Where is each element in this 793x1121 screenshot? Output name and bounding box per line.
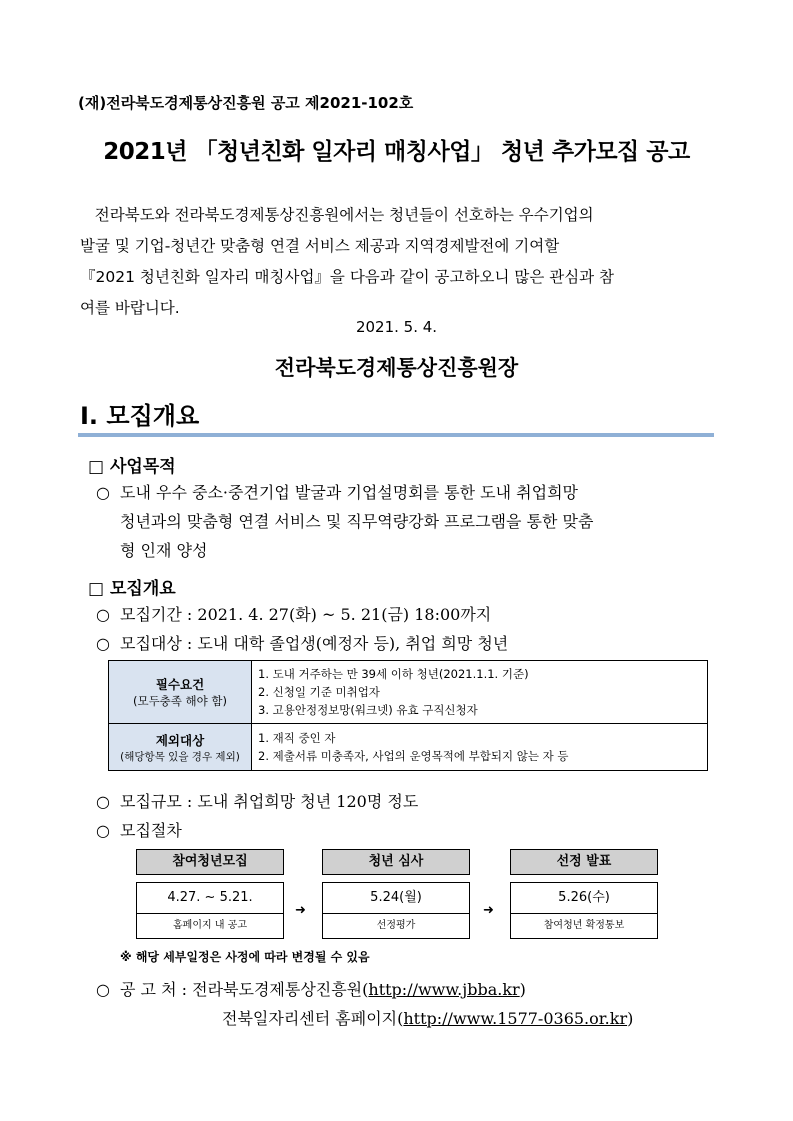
contact-close-2: ) [627, 1009, 634, 1028]
arrow-right-icon: ➜ [483, 903, 494, 918]
excluded-label: 제외대상 [155, 732, 205, 748]
purpose-text-1: 도내 우수 중소·중견기업 발굴과 기업설명회를 통한 도내 취업희망 [120, 483, 579, 502]
notice-number: (재)전라북도경제통상진흥원 공고 제2021-102호 [78, 94, 414, 112]
excluded-row [109, 724, 708, 771]
circle-bullet-icon: ○ [96, 605, 110, 624]
overview-process-line [96, 816, 736, 845]
requirements-table [108, 660, 708, 771]
notice-date: 2021. 5. 4. [355, 318, 438, 336]
recruit-process-label: 모집절차 [120, 821, 182, 840]
step-date: 4.27. ~ 5.21. [137, 883, 283, 914]
purpose-body [96, 478, 736, 565]
step-head-review: 청년 심사 [322, 849, 470, 875]
section-number: Ⅰ. [80, 402, 99, 430]
required-item: 1. 도내 거주하는 만 39세 이하 청년(2021.1.1. 기준) [258, 667, 529, 681]
section-heading [80, 396, 199, 431]
required-label: 필수요건 [155, 677, 205, 692]
required-item: 2. 신청일 기준 미취업자 [258, 685, 380, 699]
step-box-review [322, 882, 470, 939]
step-head-announce: 선정 발표 [510, 849, 658, 875]
excluded-items-cell [252, 724, 708, 771]
circle-bullet-icon: ○ [96, 483, 110, 502]
overview-heading: □ 모집개요 [88, 579, 176, 599]
step-head-recruit: 참여청년모집 [136, 849, 284, 875]
recruit-period: 모집기간 : 2021. 4. 27(화) ~ 5. 21(금) 18:00까지 [120, 605, 492, 624]
recruit-target: 모집대상 : 도내 대학 졸업생(예정자 등), 취업 희망 청년 [120, 634, 509, 653]
schedule-note: ※ 해당 세부일정은 사정에 따라 변경될 수 있음 [120, 950, 370, 964]
excluded-item: 2. 제출서류 미충족자, 사업의 운영목적에 부합되지 않는 자 등 [258, 749, 569, 763]
contact-label: 공 고 처 : [120, 980, 188, 999]
step-date: 5.26(수) [511, 883, 657, 914]
step-box-recruit [136, 882, 284, 939]
step-desc: 홈페이지 내 공고 [173, 920, 247, 931]
step-desc: 참여청년 확정통보 [543, 920, 625, 931]
contact-line-2 [222, 1004, 762, 1033]
contact-close-1: ) [519, 980, 526, 999]
required-item: 3. 고용안정정보망(워크넷) 유효 구직신청자 [258, 703, 478, 717]
overview-target-line [96, 629, 736, 658]
intro-line-3: 『2021 청년친화 일자리 매칭사업』을 다음과 같이 공고하오니 많은 관심과 참 [80, 268, 615, 286]
intro-line [80, 200, 720, 231]
circle-bullet-icon: ○ [96, 792, 110, 811]
overview-scale-line [96, 787, 736, 816]
arrow-right-icon: ➜ [295, 903, 306, 918]
required-sublabel: (모두충족 해야 함) [132, 694, 228, 708]
circle-bullet-icon: ○ [96, 980, 110, 999]
excluded-sublabel: (해당항목 있을 경우 제외) [120, 750, 240, 763]
contact-org-2: 전북일자리센터 홈페이지( [222, 1009, 404, 1028]
required-items-cell [252, 661, 708, 724]
issuer-name: 전라북도경제통상진흥원장 [274, 356, 519, 380]
excluded-label-cell [109, 724, 252, 771]
section-title: 모집개요 [106, 402, 200, 430]
purpose-line-2: 청년과의 맞춤형 연결 서비스 및 직무역량강화 프로그램을 통한 맞춤 [120, 512, 594, 531]
contact-line-1 [96, 975, 756, 1004]
recruit-scale: 모집규모 : 도내 취업희망 청년 120명 정도 [120, 792, 419, 811]
intro-line-4: 여를 바랍니다. [80, 299, 180, 317]
intro-line-2: 발굴 및 기업-청년간 맞춤형 연결 서비스 제공과 지역경제발전에 기여할 [80, 237, 560, 255]
circle-bullet-icon: ○ [96, 634, 110, 653]
step-date: 5.24(월) [323, 883, 469, 914]
step-box-announce [510, 882, 658, 939]
intro-line-1: 전라북도와 전라북도경제통상진흥원에서는 청년들이 선호하는 우수기업의 [94, 206, 594, 224]
overview-period-line [96, 600, 736, 629]
intro-paragraph [80, 200, 720, 324]
step-desc: 선정평가 [376, 920, 416, 931]
required-label-cell [109, 661, 252, 724]
purpose-heading: □ 사업목적 [88, 457, 176, 477]
excluded-item: 1. 재직 중인 자 [258, 731, 336, 745]
document-title: 2021년 「청년친화 일자리 매칭사업」 청년 추가모집 공고 [103, 139, 690, 165]
job-center-link[interactable]: http://www.1577-0365.or.kr [403, 1009, 628, 1028]
purpose-line-1 [96, 478, 736, 507]
purpose-line-3: 형 인재 양성 [120, 541, 208, 560]
required-row [109, 661, 708, 724]
jbba-link[interactable]: http://www.jbba.kr [368, 980, 520, 999]
circle-bullet-icon: ○ [96, 821, 110, 840]
section-divider [78, 433, 714, 437]
contact-org-1: 전라북도경제통상진흥원( [192, 980, 369, 999]
